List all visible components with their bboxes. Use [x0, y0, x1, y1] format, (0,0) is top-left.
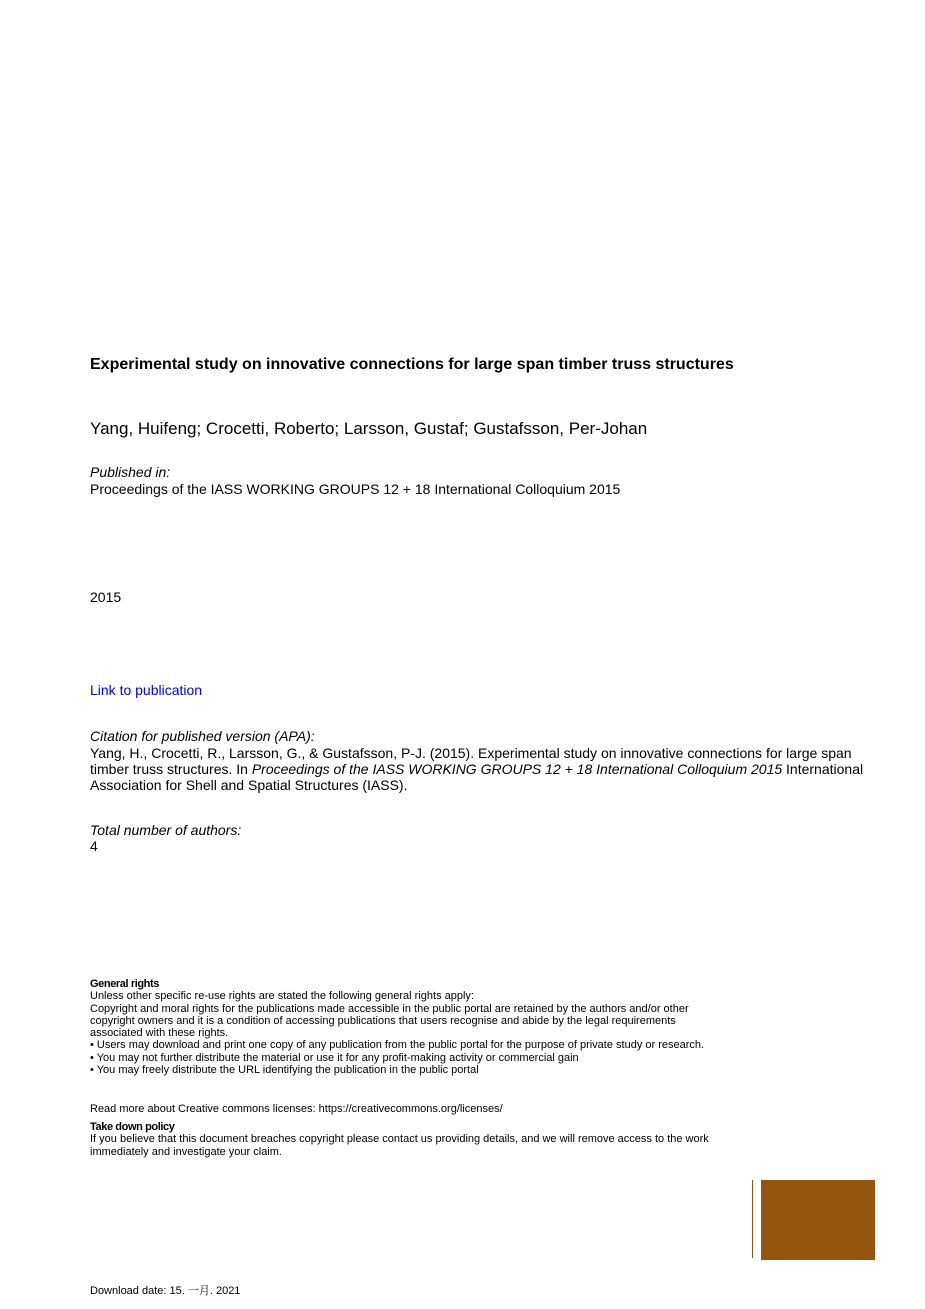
brand-color-block: [761, 1180, 875, 1260]
authors-list: Yang, Huifeng; Crocetti, Roberto; Larsson, Gustaf; Gustafsson, Per-Johan: [90, 419, 648, 438]
download-date: Download date: 15. 一月. 2021: [90, 1285, 241, 1297]
total-authors-value: 4: [90, 838, 98, 854]
take-down-text: If you believe that this document breaches copyright please contact us providing details, and we will remove access to the work immediately and investigate your claim.: [90, 1133, 709, 1158]
general-rights-line: Unless other specific re-use rights are stated the following general rights apply:: [90, 990, 474, 1003]
take-down-heading: Take down policy: [90, 1121, 175, 1133]
publication-title: Experimental study on innovative connections for large span timber truss structures: [90, 356, 734, 373]
brand-divider-line: [752, 1180, 753, 1258]
citation-text-part2: International Association for Shell and Spatial Structures (IASS).: [90, 761, 864, 793]
citation-text-part1: Yang, H., Crocetti, R., Larsson, G., & Gustafsson, P-J. (2015). Experimental study on innovative connections for large span timber truss structures. In: [90, 745, 852, 777]
published-in-label: Published in:: [90, 464, 171, 480]
total-authors-label: Total number of authors:: [90, 822, 242, 838]
citation-text: [90, 745, 870, 793]
citation-text-italic: Proceedings of the IASS WORKING GROUPS 12 + 18 International Colloquium 2015: [251, 761, 783, 777]
general-rights-line: • You may freely distribute the URL identifying the publication in the public portal: [90, 1064, 479, 1077]
general-rights-line: • Users may download and print one copy of any publication from the public portal for the purpose of private study or research.: [90, 1039, 705, 1052]
link-to-publication[interactable]: Link to publication: [90, 682, 203, 698]
general-rights-line: Copyright and moral rights for the publications made accessible in the public portal are retained by the authors and/or other copyright owners and it is a condition of accessing publications that users recognise and abide by the legal requirements associated with these rights.: [90, 1002, 689, 1040]
publication-year: 2015: [90, 589, 122, 605]
citation-label: Citation for published version (APA):: [90, 728, 315, 744]
take-down-section: [90, 1121, 730, 1158]
read-more-licenses: Read more about Creative commons licenses: https://creativecommons.org/licenses/: [90, 1103, 503, 1115]
general-rights-section: [90, 978, 730, 1076]
general-rights-heading: General rights: [90, 978, 159, 990]
published-in-value: Proceedings of the IASS WORKING GROUPS 12 + 18 International Colloquium 2015: [90, 481, 621, 497]
general-rights-line: • You may not further distribute the material or use it for any profit-making activity or commercial gain: [90, 1051, 579, 1064]
